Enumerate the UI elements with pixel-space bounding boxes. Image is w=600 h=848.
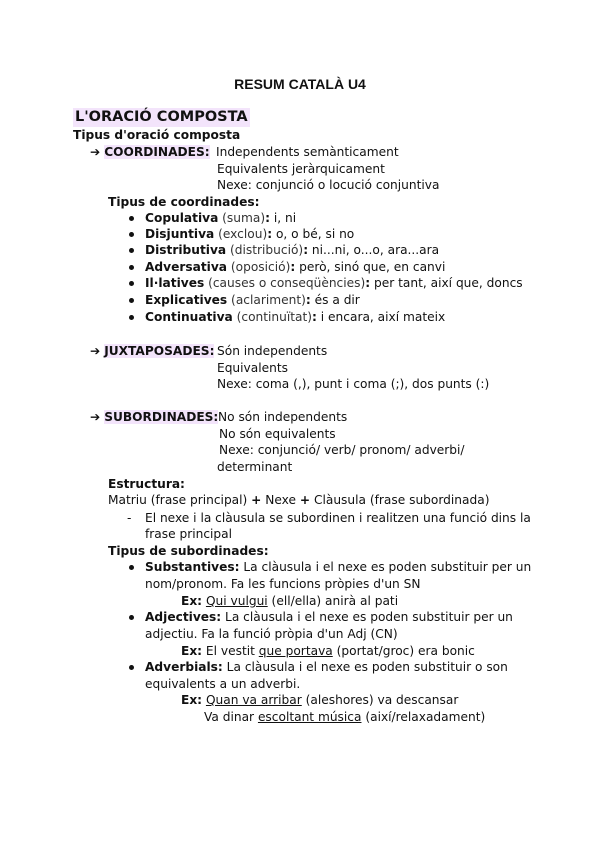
- subordinades-line-1: No són independents: [218, 410, 348, 424]
- structure-note-line-2: frase principal: [145, 527, 233, 541]
- substantives-line-2: nom/pronom. Fa les funcions pròpies d'un SN: [145, 577, 421, 591]
- coordinades-label: COORDINADES:: [104, 145, 210, 159]
- dash-marker: -: [127, 511, 132, 525]
- coordinada-item: Explicatives (aclariment): és a dir: [145, 293, 360, 307]
- arrow-icon: ➔: [90, 145, 101, 159]
- adverbials-line-2: equivalents a un adverbi.: [145, 677, 301, 691]
- bullet-icon: [129, 565, 134, 570]
- document-title: RESUM CATALÀ U4: [234, 76, 366, 92]
- coordinades-line-3: Nexe: conjunció o locució conjuntiva: [217, 178, 440, 192]
- subordinades-line-2: No són equivalents: [219, 427, 336, 441]
- adjectives-line-2: adjectiu. Fa la funció pròpia d'un Adj (CN): [145, 627, 398, 641]
- coordinada-item: Continuativa (continuïtat): i encara, així mateix: [145, 310, 446, 324]
- bullet-icon: [129, 315, 134, 320]
- juxtaposades-line-2: Equivalents: [217, 361, 288, 375]
- bullet-icon: [129, 615, 134, 620]
- bullet-icon: [129, 265, 134, 270]
- structure-text: Matriu (frase principal) + Nexe + Clàusula (frase subordinada): [108, 493, 490, 507]
- coordinada-item: Copulativa (suma): i, ni: [145, 211, 297, 225]
- subordinades-line-3: Nexe: conjunció/ verb/ pronom/ adverbi/: [219, 443, 465, 457]
- arrow-icon: ➔: [90, 344, 101, 358]
- arrow-icon: ➔: [90, 410, 101, 424]
- adjectives-line-1: Adjectives: La clàusula i el nexe es poden substituir per un: [145, 610, 513, 624]
- structure-note-line-1: El nexe i la clàusula se subordinen i realitzen una funció dins la: [145, 511, 531, 525]
- subordinades-row: [90, 409, 218, 425]
- coordinades-row: [90, 144, 210, 160]
- substantives-example: Ex: Qui vulgui (ell/ella) anirà al pati: [181, 594, 399, 608]
- bullet-icon: [129, 216, 134, 221]
- coordinades-line-2: Equivalents jeràrquicament: [217, 162, 385, 176]
- section-heading: L'ORACIÓ COMPOSTA: [75, 109, 248, 125]
- juxtaposades-line-1: Són independents: [217, 344, 328, 358]
- coordinada-item: Disjuntiva (exclou): o, o bé, si no: [145, 227, 355, 241]
- coordinada-item: Distributiva (distribució): ni...ni, o...o, ara...ara: [145, 243, 440, 257]
- juxtaposades-row: [90, 343, 214, 359]
- bullet-icon: [129, 665, 134, 670]
- juxtaposades-label: JUXTAPOSADES:: [104, 344, 215, 358]
- subordinades-line-4: determinant: [217, 460, 293, 474]
- bullet-icon: [129, 248, 134, 253]
- coordinada-item: Adversativa (oposició): però, sinó que, en canvi: [145, 260, 446, 274]
- adverbials-example-1: Ex: Quan va arribar (aleshores) va descansar: [181, 693, 459, 707]
- subordinades-types-title: Tipus de subordinades:: [108, 544, 269, 558]
- coordinades-line-1: Independents semànticament: [216, 145, 399, 159]
- section-subheading: Tipus d'oració composta: [73, 128, 241, 142]
- juxtaposades-line-3: Nexe: coma (,), punt i coma (;), dos punts (:): [217, 377, 490, 391]
- adverbials-line-1: Adverbials: La clàusula i el nexe es poden substituir o son: [145, 660, 508, 674]
- adverbials-example-2: Va dinar escoltant música (així/relaxadament): [204, 710, 486, 724]
- substantives-line-1: Substantives: La clàusula i el nexe es poden substituir per un: [145, 560, 532, 574]
- bullet-icon: [129, 281, 134, 286]
- subordinades-label: SUBORDINADES:: [104, 410, 219, 424]
- bullet-icon: [129, 232, 134, 237]
- coordinades-types-title: Tipus de coordinades:: [108, 195, 260, 209]
- bullet-icon: [129, 298, 134, 303]
- coordinada-item: Il·latives (causes o conseqüències): per tant, així que, doncs: [145, 276, 523, 290]
- structure-title: Estructura:: [108, 477, 185, 491]
- adjectives-example: Ex: El vestit que portava (portat/groc) era bonic: [181, 644, 475, 658]
